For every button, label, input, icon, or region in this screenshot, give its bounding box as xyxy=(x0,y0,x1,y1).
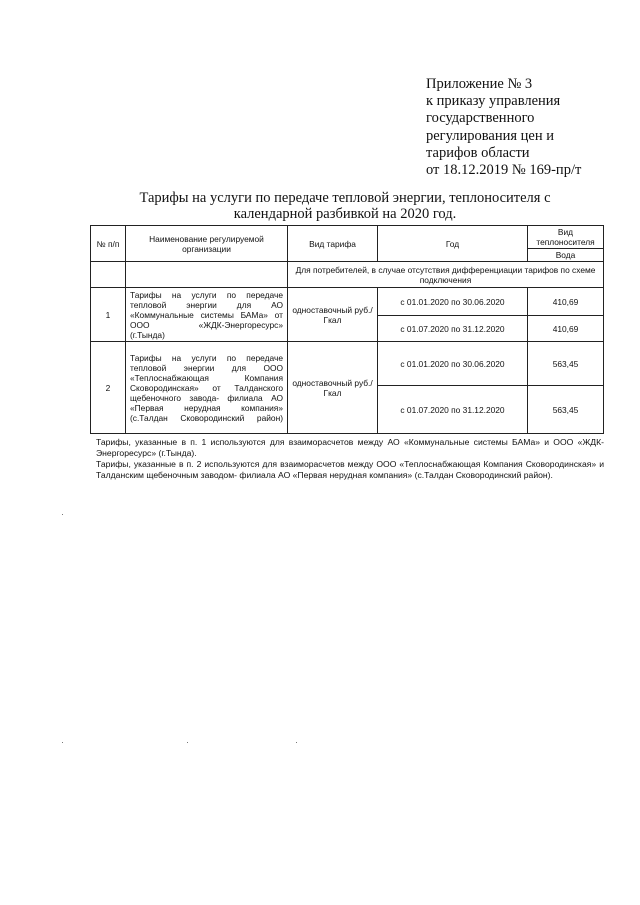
header-tariff-type: Вид тарифа xyxy=(288,226,378,262)
row-num: 2 xyxy=(91,342,126,434)
appendix-line: Приложение № 3 xyxy=(426,76,533,92)
row-period: с 01.07.2020 по 31.12.2020 xyxy=(378,386,528,434)
note-2: Тарифы, указанные в п. 2 используются для взаиморасчетов между ООО «Теплоснабжающая Компания Сковородинская» и Талданским щебеночным заводом- филиала АО «Первая нерудная компания» (с.Талдан Сковородинский район). xyxy=(96,459,604,480)
appendix-line: от 18.12.2019 № 169-пр/т xyxy=(426,162,582,179)
header-carrier: Вид теплоносителя xyxy=(528,226,604,249)
row-period: с 01.01.2020 по 30.06.2020 xyxy=(378,288,528,316)
empty-cell xyxy=(126,262,288,288)
appendix-header xyxy=(426,76,581,179)
row-period: с 01.07.2020 по 31.12.2020 xyxy=(378,316,528,342)
consumers-row xyxy=(91,262,604,288)
appendix-line: к приказу управления xyxy=(426,93,561,110)
header-water: Вода xyxy=(528,249,604,262)
org-line: ООО «ЖДК-Энергоресурс» xyxy=(130,319,283,330)
header-num: № п/п xyxy=(91,226,126,262)
table-row xyxy=(91,342,604,386)
header-org: Наименование регулируемой организации xyxy=(126,226,288,262)
org-line: (г.Тында) xyxy=(130,329,165,340)
consumers-note: Для потребителей, в случае отсутствия дифференциации тарифов по схеме подключения xyxy=(288,262,604,288)
org-line: тепловой энергии для ООО xyxy=(130,362,283,373)
header-row xyxy=(91,226,604,249)
scan-speck xyxy=(62,514,63,515)
scan-speck xyxy=(296,742,297,743)
org-line: щебеночного завода- филиала АО xyxy=(130,392,283,403)
row-value: 410,69 xyxy=(528,288,604,316)
row-org xyxy=(126,342,288,434)
row-value: 563,45 xyxy=(528,386,604,434)
row-period: с 01.01.2020 по 30.06.2020 xyxy=(378,342,528,386)
appendix-line: государственного xyxy=(426,110,535,127)
header-year: Год xyxy=(378,226,528,262)
title-line-2: календарной разбивкой на 2020 год. xyxy=(233,206,457,222)
tariff-table xyxy=(90,225,604,434)
row-value: 410,69 xyxy=(528,316,604,342)
table-row xyxy=(91,288,604,316)
row-value: 563,45 xyxy=(528,342,604,386)
org-line: тепловой энергии для АО xyxy=(130,299,283,310)
org-line: (с.Талдан Сковородинский район) xyxy=(130,412,283,423)
note-1: Тарифы, указанные в п. 1 используются для взаиморасчетов между АО «Коммунальные системы БАМа» и ООО «ЖДК-Энергоресурс» (г.Тында). xyxy=(96,437,604,458)
empty-cell xyxy=(91,262,126,288)
row-num: 1 xyxy=(91,288,126,342)
title-line-1: Тарифы на услуги по передаче тепловой энергии, теплоносителя с xyxy=(139,190,551,206)
row-org xyxy=(126,288,288,342)
row-tariff-type: одноставочный руб./Гкал xyxy=(288,342,378,434)
appendix-line: тарифов области xyxy=(426,144,530,161)
scan-speck xyxy=(62,742,63,743)
org-line: Тарифы на услуги по передаче xyxy=(130,289,283,300)
org-line: «Первая нерудная компания» xyxy=(130,402,283,413)
document-title xyxy=(90,190,600,222)
row-tariff-type: одноставочный руб./Гкал xyxy=(288,288,378,342)
org-line: Сковородинская» от Талданского xyxy=(130,382,283,393)
scan-speck xyxy=(187,742,188,743)
notes xyxy=(96,437,604,481)
org-line: «Коммунальные системы БАМа» от xyxy=(130,309,283,320)
org-line: Тарифы на услуги по передаче xyxy=(130,352,283,363)
appendix-line: регулирования цен и xyxy=(426,127,554,144)
org-line: «Теплоснабжающая Компания xyxy=(130,372,283,383)
